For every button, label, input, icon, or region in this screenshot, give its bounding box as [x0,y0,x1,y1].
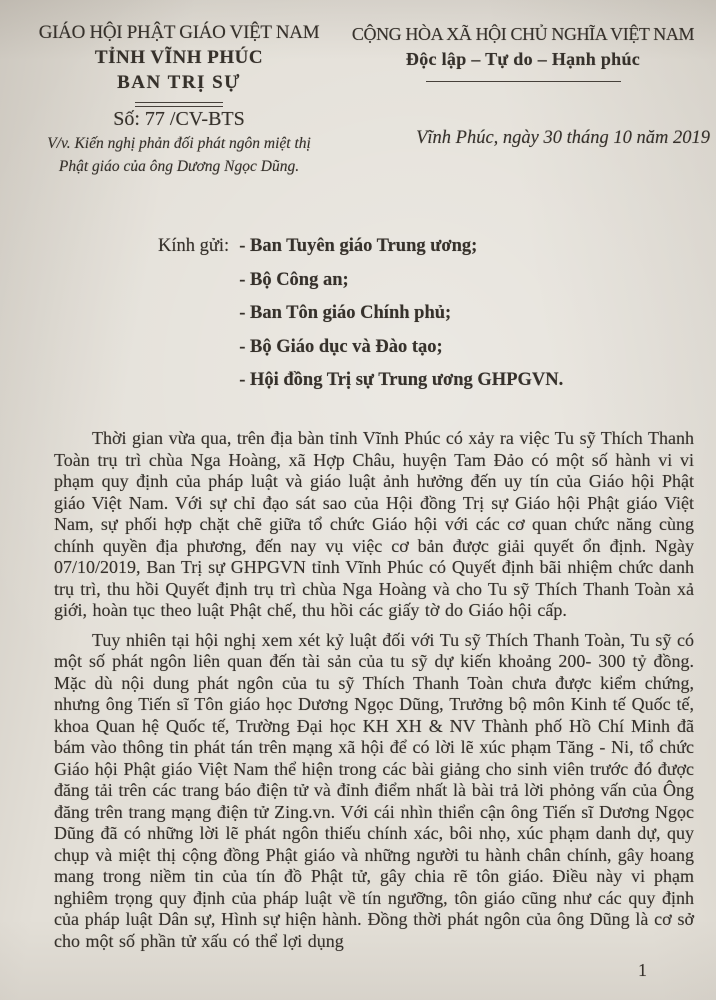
country-name: CỘNG HÒA XÃ HỘI CHỦ NGHĨA VIỆT NAM [351,24,695,44]
body-paragraph-2: Tuy nhiên tại hội nghị xem xét kỷ luật đối với Tu sỹ Thích Thanh Toàn, Tu sỹ có một số phát ngôn liên quan đến tài sản của tu sỹ dự kiến khoảng 200- 300 tỷ đồng. Mặc dù nội dung phát ngôn của tu sỹ Thích Thanh Toàn chưa được kiểm chứng, nhưng ông Tiến sĩ Tôn giáo học Dương Ngọc Dũng, Trưởng bộ môn Kinh tế Quốc tế, khoa Quan hệ Quốc tế, Trường Đại học KH XH & NV Thành phố Hồ Chí Minh đã bám vào thông tin phát tán trên mạng xã hội để có lời lẽ xúc phạm Tăng - Ni, tổ chức Giáo hội Phật giáo Việt Nam thể hiện trong các bài giảng cho sinh viên trước đó được đăng tải trên các trang báo điện tử và đỉnh điểm nhất là bài trả lời phỏng vấn của Ông đăng trên trang mạng điện tử Zing.vn. Với cái nhìn thiển cận ông Tiến sĩ Dương Ngọc Dũng đã có những lời lẽ phát ngôn thiếu chính xác, bôi nhọ, xúc phạm danh dự, quy chụp và miệt thị cộng đồng Phật giáo và những người tu hành chân chính, gây hoang mang trong niềm tin của tín đồ Phật tử, gây chia rẽ tôn giáo. Điều này vi phạm nghiêm trọng quy định của pháp luật về tín ngưỡng, tôn giáo cũng như các quy định của pháp luật Dân sự, Hình sự hiện hành. Đồng thời phát ngôn của ông Dũng là cơ sở cho một số phần tử xấu có thể lợi dụng [54,629,694,951]
subject-block [14,132,344,178]
letter-body [54,428,694,960]
recipient-item: - Ban Tôn giáo Chính phủ; [239,303,452,323]
national-motto: Độc lập – Tự do – Hạnh phúc [405,49,641,69]
issuing-org-block [14,20,344,107]
recipient-item: - Ban Tuyên giáo Trung ương; [239,236,478,256]
body-paragraph-1: Thời gian vừa qua, trên địa bàn tỉnh Vĩnh Phúc có xảy ra việc Tu sỹ Thích Thanh Toàn trụ trì chùa Nga Hoàng, xã Hợp Châu, huyện Tam Đảo có một số hành vi vi phạm quy định của pháp luật và giáo luật ảnh hưởng đến uy tín của Giáo hội Phật giáo Việt Nam. Với sự chỉ đạo sát sao của Hội đồng Trị sự Giáo hội Phật giáo Việt Nam, sự phối hợp chặt chẽ giữa tổ chức Giáo hội với các cơ quan chức năng cùng chính quyền địa phương, đến nay vụ việc cơ bản được giải quyết ổn định. Ngày 07/10/2019, Ban Trị sự GHPGVN tỉnh Vĩnh Phúc có Quyết định bãi nhiệm chức danh trụ trì, thu hồi Quyết định trụ trì chùa Nga Hoàng và cho Tu sỹ Thích Thanh Toàn xả giới, hoàn tục theo luật Phật chế, thu hồi các giấy tờ do Giáo hội cấp. [54,428,694,620]
page-number: 1 [638,960,647,980]
org-board: BAN TRỊ SỰ [117,72,241,93]
org-province: TỈNH VĨNH PHÚC [94,47,264,68]
recipient-item: - Hội đồng Trị sự Trung ương GHPGVN. [239,370,564,390]
place-date: Vĩnh Phúc, ngày 30 tháng 10 năm 2019 [416,128,710,148]
subject-line-1: V/v. Kiến nghị phản đối phát ngôn miệt thị [47,135,311,152]
national-header-block [336,22,710,82]
subject-line-2: Phật giáo của ông Dương Ngọc Dũng. [58,158,300,175]
org-underline-rule [135,102,223,107]
recipient-item: - Bộ Giáo dục và Đào tạo; [239,336,443,357]
motto-underline-rule [426,81,621,82]
salutation-block [158,233,563,401]
recipient-list [239,233,563,401]
recipient-item: - Bộ Công an; [239,269,349,290]
org-name: GIÁO HỘI PHẬT GIÁO VIỆT NAM [38,22,320,43]
ref-number: Số: 77 /CV-BTS [113,108,245,130]
salutation-label: Kính gửi: [158,236,230,256]
